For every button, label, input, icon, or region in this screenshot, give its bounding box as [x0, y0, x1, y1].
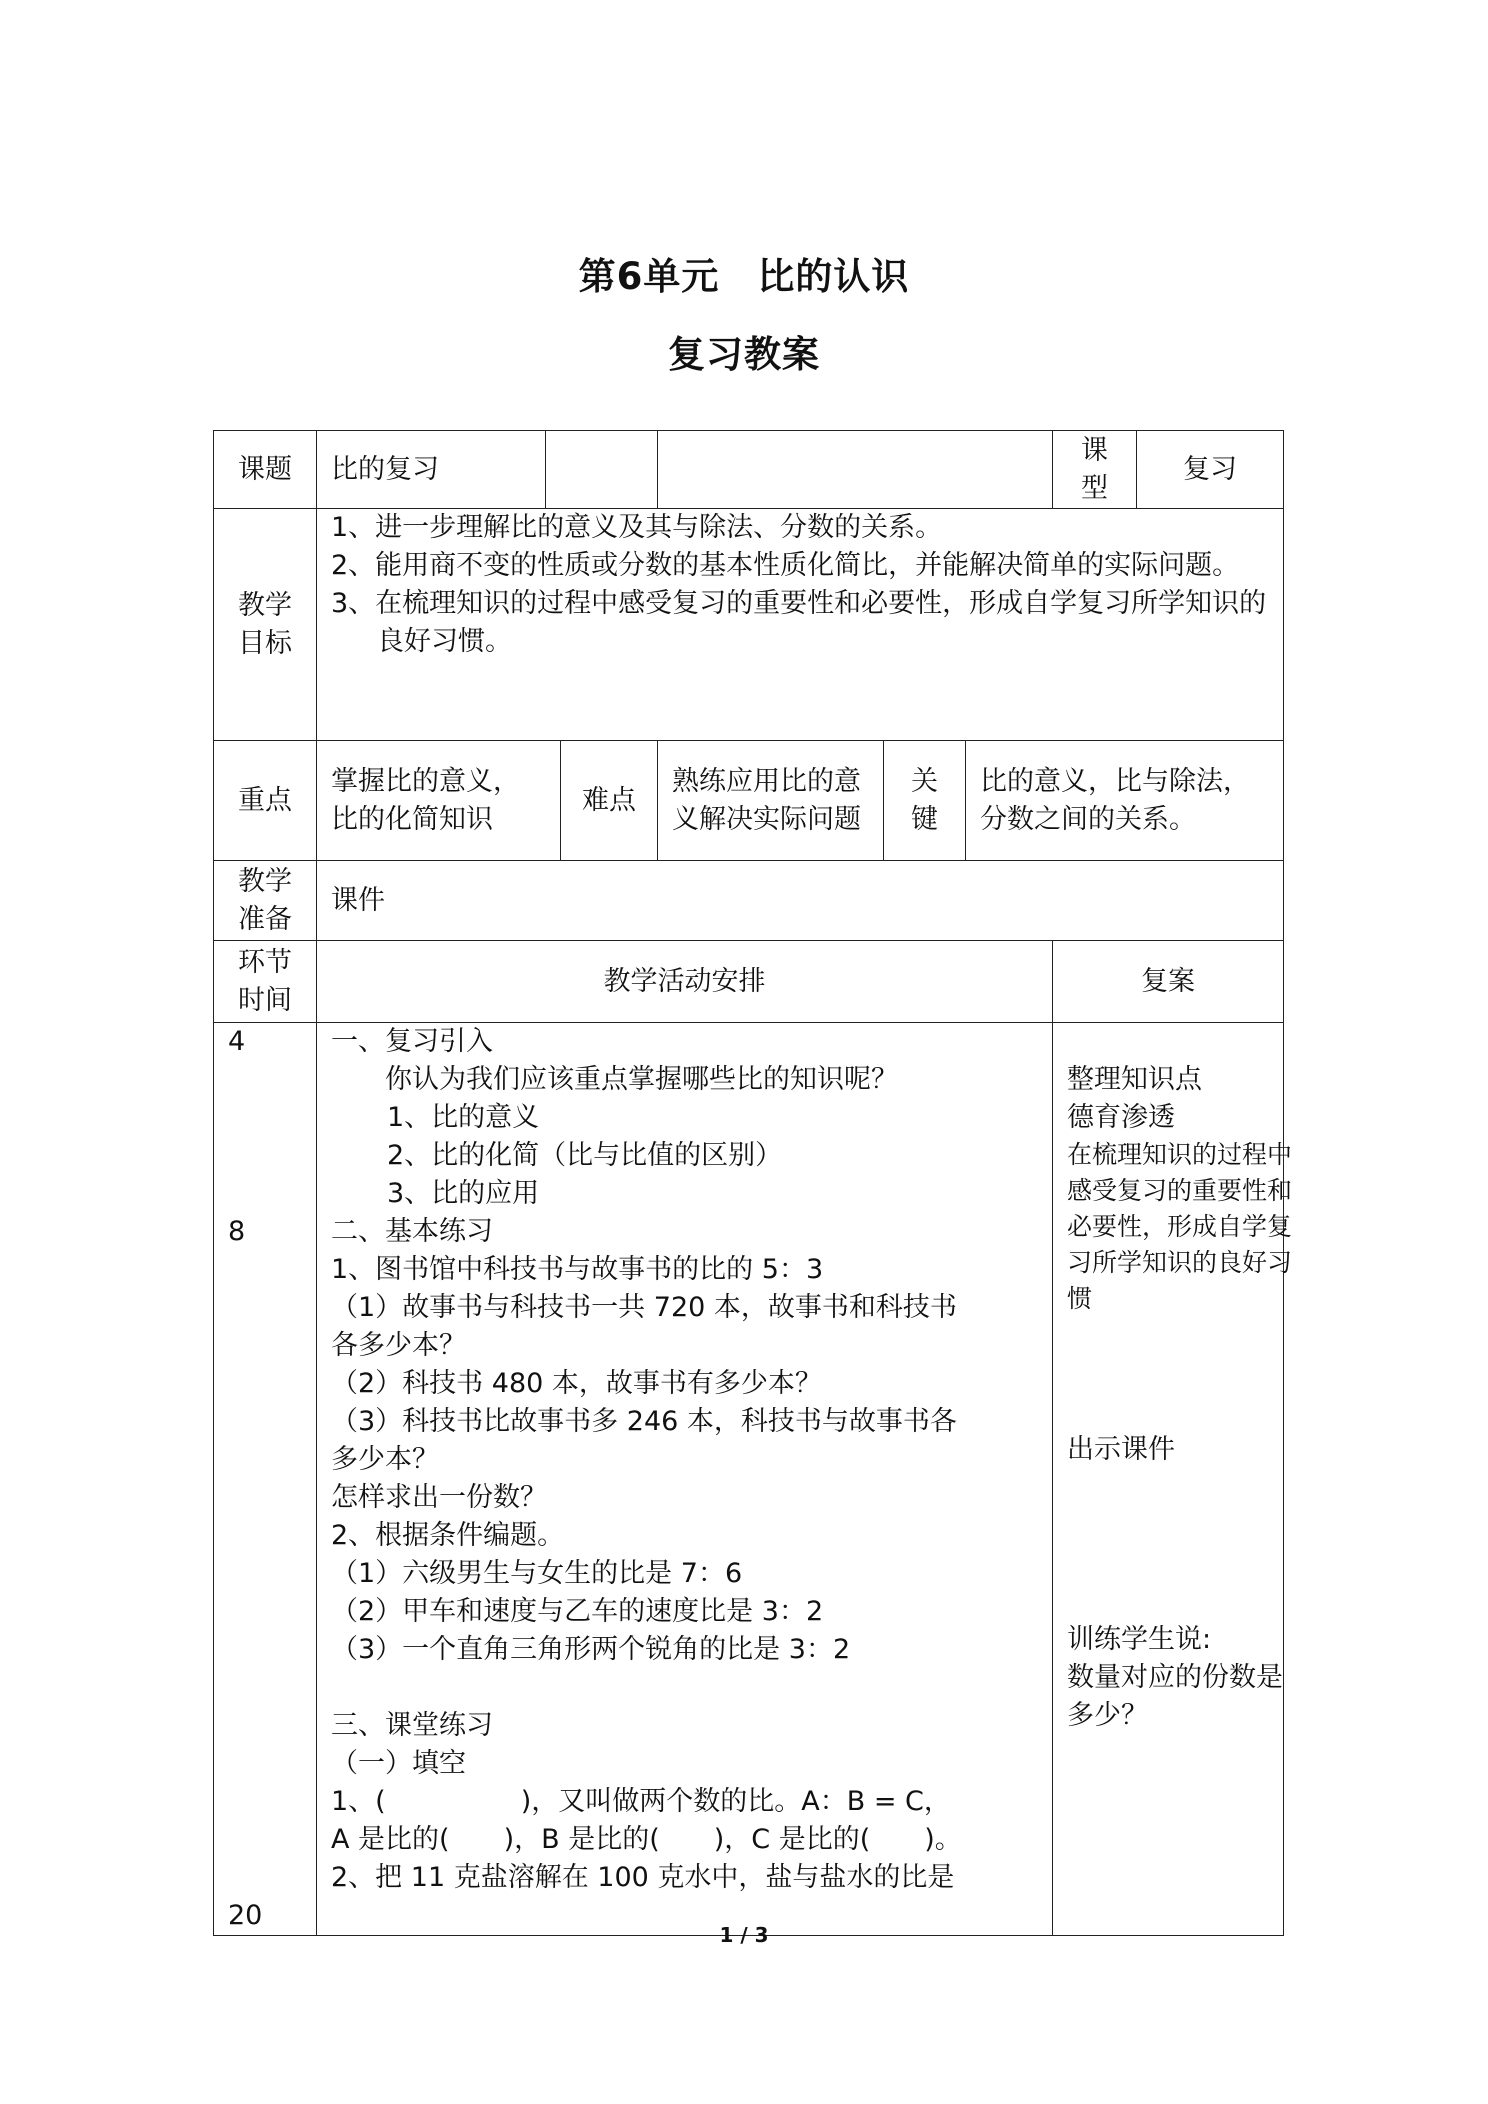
activity-line: （2）甲车和速度与乙车的速度比是 3：2 [331, 1596, 824, 1627]
nandian-label: 难点 [561, 741, 658, 861]
activity-line: 3、比的应用 [387, 1178, 540, 1209]
prep-value: 课件 [317, 861, 1284, 941]
activity-line: 2、比的化简（比与比值的区别） [387, 1140, 783, 1171]
note-line: 德育渗透 [1067, 1102, 1176, 1133]
note-line: 多少？ [1067, 1700, 1149, 1731]
notes-header: 复案 [1053, 941, 1284, 1023]
topic-value: 比的复习 [317, 431, 546, 509]
activity-line: （1）故事书与科技书一共 720 本，故事书和科技书 [331, 1292, 957, 1323]
activity-line: 三、课堂练习 [331, 1710, 493, 1741]
notes-column [1053, 1023, 1293, 1936]
activity-line: 2、根据条件编题。 [331, 1520, 565, 1551]
note-line: 习所学知识的良好习 [1067, 1248, 1293, 1277]
activity-line: A 是比的( )，B 是比的( )，C 是比的( )。 [331, 1824, 962, 1855]
zhongdian-label: 重点 [214, 741, 317, 861]
nandian-value: 熟练应用比的意义解决实际问题 [658, 741, 884, 861]
activity-line: 2、把 11 克盐溶解在 100 克水中，盐与盐水的比是 [331, 1862, 955, 1893]
activity-line: 1、图书馆中科技书与故事书的比的 5：3 [331, 1254, 824, 1285]
type-label: 课 型 [1053, 431, 1137, 509]
keys-row [214, 741, 1284, 861]
time-value: 8 [228, 1216, 246, 1247]
activity-line: 1、( )，又叫做两个数的比。A：B = C， [331, 1786, 951, 1817]
goals-label: 教学 目标 [214, 509, 317, 741]
time-value: 4 [228, 1026, 246, 1057]
prep-row [214, 861, 1284, 941]
goal-item: 1、进一步理解比的意义及其与除法、分数的关系。 [331, 512, 943, 543]
note-line: 数量对应的份数是 [1067, 1662, 1284, 1693]
goals-row [214, 509, 1284, 741]
activity-line: 二、基本练习 [331, 1216, 493, 1247]
activity-line: 你认为我们应该重点掌握哪些比的知识呢？ [385, 1064, 898, 1095]
note-line: 出示课件 [1067, 1434, 1176, 1465]
activity-line: （2）科技书 480 本，故事书有多少本？ [331, 1368, 822, 1399]
note-line: 惯 [1067, 1284, 1093, 1313]
note-line: 整理知识点 [1067, 1064, 1203, 1095]
note-line: 必要性，形成自学复 [1067, 1212, 1293, 1241]
zhongdian-value: 掌握比的意义，比的化简知识 [317, 741, 561, 861]
topic-row [214, 431, 1284, 509]
type-value: 复习 [1137, 431, 1284, 509]
activity-line: 怎样求出一份数？ [331, 1482, 547, 1513]
activity-line: 1、比的意义 [387, 1102, 540, 1133]
prep-label: 教学 准备 [214, 861, 317, 941]
note-line: 训练学生说: [1067, 1624, 1212, 1655]
empty-cell [658, 431, 1053, 509]
guanjian-value: 比的意义，比与除法，分数之间的关系。 [966, 741, 1284, 861]
topic-label: 课题 [214, 431, 317, 509]
activity-column [317, 1023, 1053, 1936]
activity-line: （3）科技书比故事书多 246 本，科技书与故事书各 [331, 1406, 957, 1437]
empty-cell [546, 431, 658, 509]
guanjian-label: 关键 [884, 741, 966, 861]
goal-item: 2、能用商不变的性质或分数的基本性质化简比，并能解决简单的实际问题。 [331, 550, 1240, 581]
document-title: 第6单元 比的认识 [578, 255, 910, 298]
goals-content [317, 509, 1284, 741]
note-line: 在梳理知识的过程中 [1067, 1140, 1293, 1169]
activity-header-row [214, 941, 1284, 1023]
activity-line: （一）填空 [331, 1748, 466, 1779]
activity-line: 各多少本？ [331, 1330, 466, 1361]
page-number: 1 / 3 [719, 1923, 769, 1947]
activity-line: （1）六级男生与女生的比是 7：6 [331, 1558, 743, 1589]
time-value: 20 [228, 1900, 263, 1931]
activity-line: 多少本？ [331, 1444, 439, 1475]
document-subtitle: 复习教案 [668, 333, 820, 376]
lesson-plan-table [213, 430, 1293, 1936]
activity-header: 教学活动安排 [317, 941, 1053, 1023]
goal-item: 3、在梳理知识的过程中感受复习的重要性和必要性，形成自学复习所学知识的良好习惯。 [331, 588, 1267, 657]
activity-line: 一、复习引入 [331, 1026, 493, 1057]
activity-line: （3）一个直角三角形两个锐角的比是 3：2 [331, 1634, 851, 1665]
time-column [214, 1023, 317, 1936]
note-line: 感受复习的重要性和 [1067, 1176, 1293, 1205]
activity-body-row [214, 1023, 1284, 1936]
time-header: 环节 时间 [214, 941, 317, 1023]
